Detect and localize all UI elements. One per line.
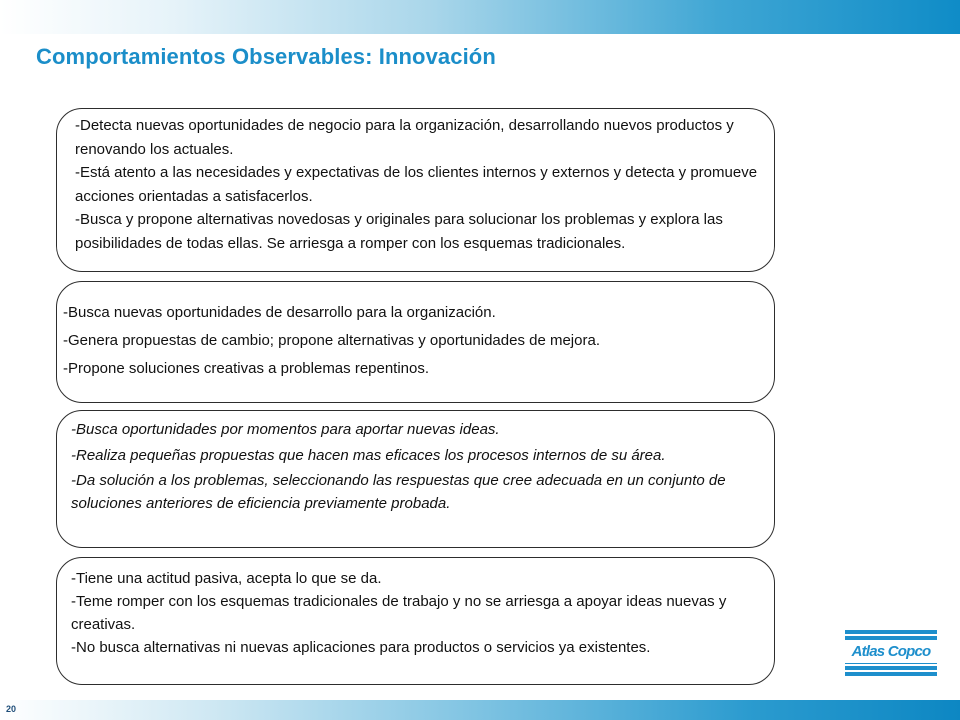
behavior-item: -Teme romper con los esquemas tradicionales de trabajo y no se arriesga a apoyar ideas nuevas y creativas. (71, 593, 727, 633)
behavior-item: -Está atento a las necesidades y expectativas de los clientes internos y externos y detecta y promueve acciones orientadas a satisfacerlos. (75, 164, 758, 205)
logo-stripe (845, 672, 937, 676)
logo-stripe (845, 636, 937, 640)
logo-wordmark: Atlas Copco (845, 641, 937, 663)
behavior-item: -Genera propuestas de cambio; propone alternativas y oportunidades de mejora. (63, 332, 600, 349)
atlas-copco-logo (845, 630, 937, 675)
behavior-item: -Da solución a los problemas, seleccionando las respuestas que cree adecuada en un conjunto de soluciones anteriores de eficiencia previamente probada. (71, 472, 726, 512)
behavior-item: -Propone soluciones creativas a problemas repentinos. (63, 360, 430, 377)
logo-stripe (845, 666, 937, 670)
logo-stripe (845, 630, 937, 634)
behavior-item: -Detecta nuevas oportunidades de negocio para la organización, desarrollando nuevos productos y renovando los actuales. (75, 117, 734, 158)
page-number: 20 (6, 704, 17, 714)
behavior-level-1-card (56, 108, 775, 272)
top-gradient-band (0, 0, 960, 34)
behavior-level-3-card (56, 410, 775, 548)
page-title: Comportamientos Observables: Innovación (36, 44, 496, 69)
behavior-level-4-card (56, 557, 775, 685)
bottom-gradient-band (0, 700, 960, 720)
behavior-item: -Realiza pequeñas propuestas que hacen mas eficaces los procesos internos de su área. (71, 446, 666, 464)
behavior-item: -Busca nuevas oportunidades de desarrollo para la organización. (63, 304, 496, 321)
behavior-item: -Busca oportunidades por momentos para aportar nuevas ideas. (71, 421, 500, 438)
behavior-item: -Tiene una actitud pasiva, acepta lo que se da. (71, 570, 382, 587)
behavior-item: -Busca y propone alternativas novedosas y originales para solucionar los problemas y explora las posibilidades de todas ellas. Se arriesga a romper con los esquemas tradicionales. (75, 211, 723, 252)
behavior-item: -No busca alternativas ni nuevas aplicaciones para productos o servicios ya existentes. (71, 639, 651, 656)
behavior-level-2-card (56, 281, 775, 403)
